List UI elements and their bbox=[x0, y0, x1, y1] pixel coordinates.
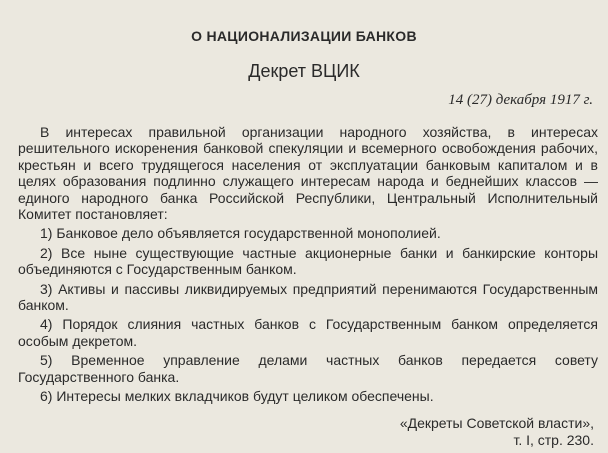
decree-item bbox=[18, 245, 598, 278]
decree-item bbox=[18, 225, 598, 241]
decree-item bbox=[18, 388, 598, 404]
decree-item bbox=[18, 281, 598, 314]
decree-body bbox=[18, 124, 598, 408]
item-number: 4) bbox=[40, 316, 53, 333]
document-subtitle: Декрет ВЦИК bbox=[248, 61, 360, 81]
item-text: Временное управление делами частных банков передается совету Государственного банка. bbox=[18, 352, 599, 385]
preamble-paragraph: В интересах правильной организации народного хозяйства, в интересах решительного искоренения банковой спекуляции и всемерного освобождения рабочих, крестьян и всего трудящегося населения от эксплуатации банковым капиталом и в целях образования подлинно служащего интересам народа и беднейших классов — единого народного банка Российской Республики, Центральный Исполнительный Комитет постановляет: bbox=[18, 124, 598, 223]
item-number: 3) bbox=[40, 280, 53, 297]
item-text: Все ныне существующие частные акционерные банки и банкирские конторы объединяются с Государственным банком. bbox=[18, 244, 599, 278]
decree-item bbox=[18, 316, 598, 349]
item-number: 1) bbox=[40, 225, 53, 242]
item-number: 2) bbox=[40, 244, 53, 261]
source-citation bbox=[400, 415, 594, 449]
decree-item bbox=[18, 352, 598, 385]
item-text: Активы и пассивы ликвидируемых предприятий перенимаются Государственным банком. bbox=[18, 280, 599, 314]
item-text: Банковое дело объявляется государственной монополией. bbox=[56, 225, 441, 242]
item-number: 6) bbox=[40, 388, 53, 405]
document-title: О НАЦИОНАЛИЗАЦИИ БАНКОВ bbox=[191, 28, 417, 44]
item-text: Порядок слияния частных банков с Государственным банком определяется особым декретом. bbox=[18, 316, 598, 349]
decree-date: 14 (27) декабря 1917 г. bbox=[448, 92, 593, 108]
item-text: Интересы мелких вкладчиков будут целиком обеспечены. bbox=[56, 388, 434, 405]
source-line-1: «Декреты Советской власти», bbox=[399, 415, 594, 431]
source-line-2: т. I, стр. 230. bbox=[513, 432, 594, 448]
item-number: 5) bbox=[40, 352, 53, 369]
